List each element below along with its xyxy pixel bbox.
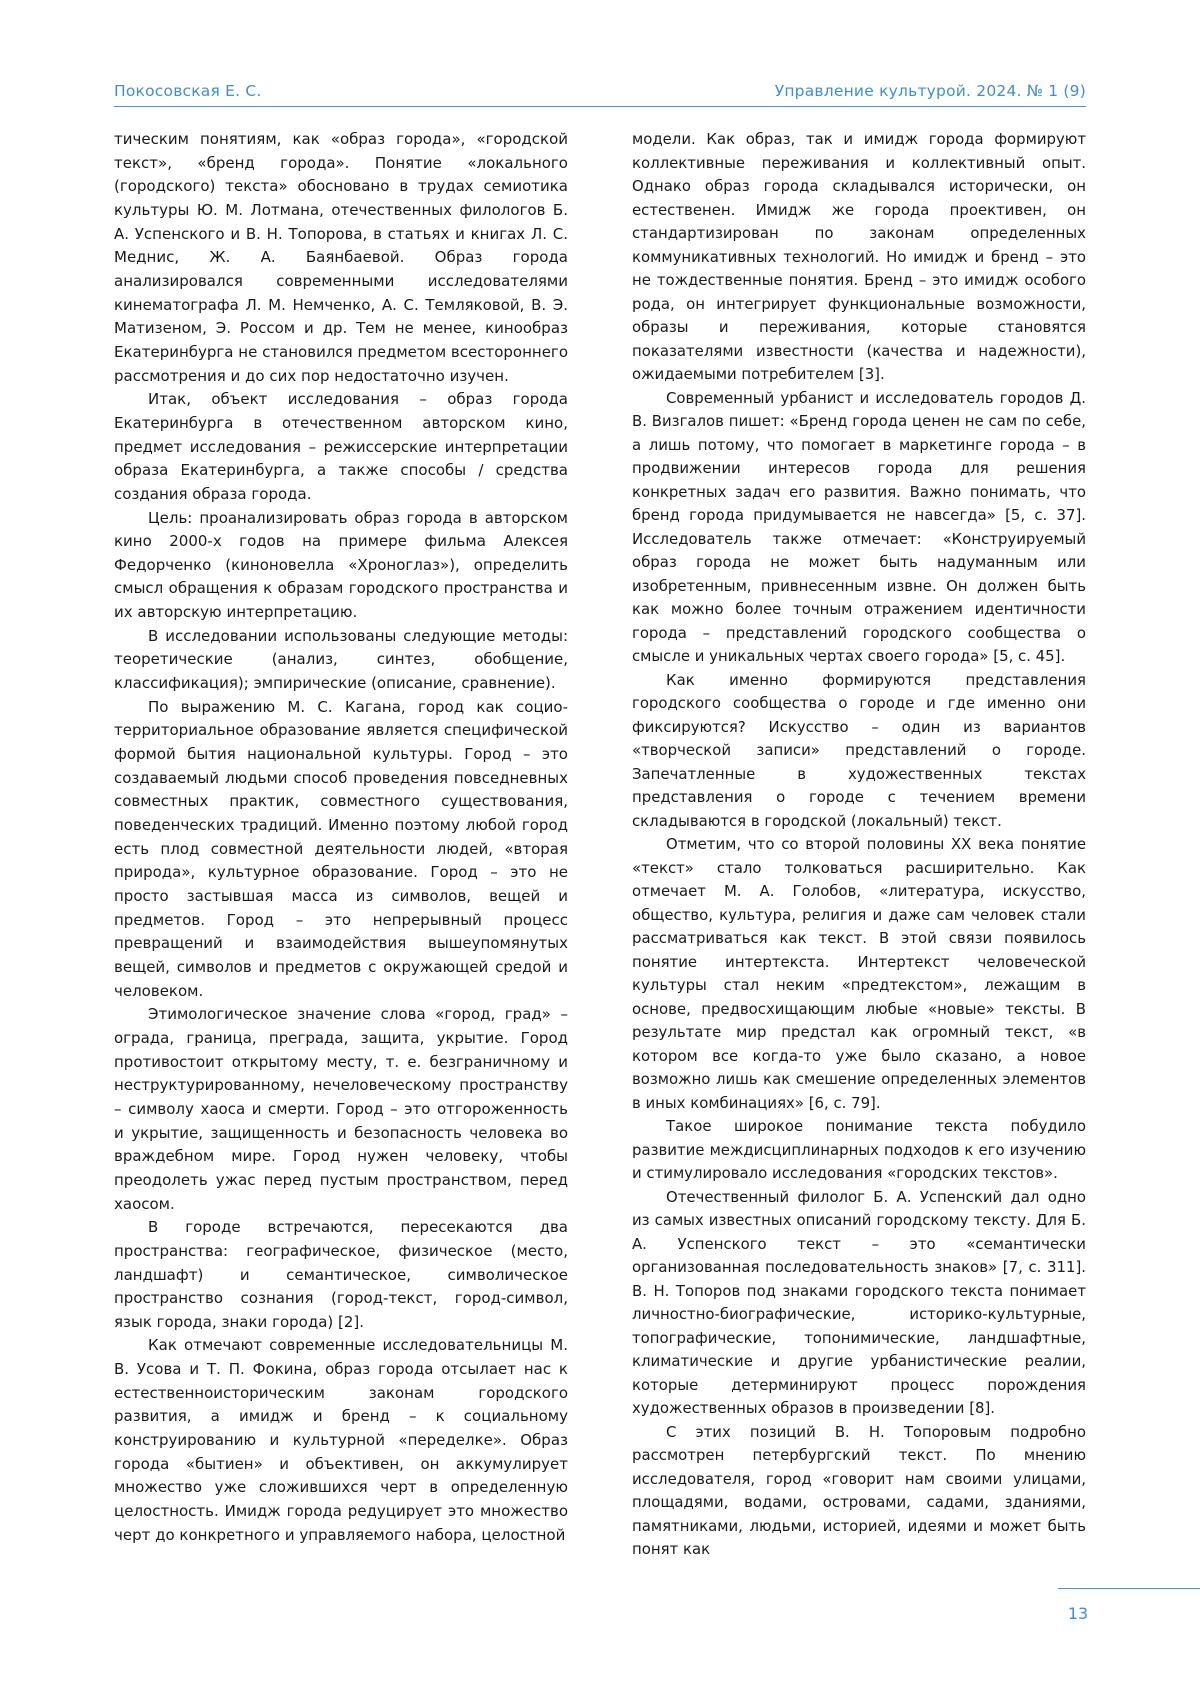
paragraph: Как отмечают современные исследовательницы М. В. Усова и Т. П. Фокина, образ города отсылает нас к естественноисторическим законам городского развития, а имидж и бренд – к социальному конструированию и культурной «переделке». Образ города «бытиен» и объективен, он аккумулирует множество уже сложившихся черт в определенную целостность. Имидж города редуцирует это множество черт до конкретного и управляемого набора, целостной xyxy=(114,1336,568,1544)
paragraph: Такое широкое понимание текста побудило развитие междисциплинарных подходов к его изучению и стимулировало исследования «городских текстов». xyxy=(632,1117,1086,1182)
left-column xyxy=(114,128,568,1547)
page-number: 13 xyxy=(1067,1604,1089,1623)
paragraph: Этимологическое значение слова «город, град» – ограда, граница, преграда, защита, укрытие. Город противостоит открытому месту, т. е. безграничному и неструктурированному, нечеловеческому пространству – символу хаоса и смерти. Город – это отгороженность и укрытие, защищенность и безопасность человека во враждебном мире. Город нужен человеку, чтобы преодолеть ужас перед пустым пространством, перед хаосом. xyxy=(114,1005,568,1213)
paragraph: Итак, объект исследования – образ города Екатеринбурга в отечественном авторском кино, предмет исследования – режиссерские интерпретации образа Екатеринбурга, а также способы / средства создания образа города. xyxy=(114,390,568,503)
paragraph: Отечественный филолог Б. А. Успенский дал одно из самых известных описаний городскому тексту. Для Б. А. Успенского текст – это «семантически организованная последовательность знаков» [7, с. 311]. В. Н. Топоров под знаками городского текста понимает личностно-биографические, историко-культурные, топографические, топонимические, ландшафтные, климатические и другие урбанистические реалии, которые детерминируют процесс порождения художественных образов в произведении [8]. xyxy=(632,1187,1086,1417)
paragraph: В городе встречаются, пересекаются два пространства: географическое, физическое (место, ландшафт) и семантическое, символическое пространство сознания (город-текст, город-символ, язык города, знаки города) [2]. xyxy=(114,1218,568,1331)
paragraph: Отметим, что со второй половины XX века понятие «текст» стало толковаться расширительно. Как отмечает М. А. Голобов, «литература, искусство, общество, культура, религия и даже сам человек стали рассматриваться как текст. В этой связи появилось понятие интертекста. Интертекст человеческой культуры стал неким «предтекстом», лежащим в основе, предвосхищающим любые «новые» тексты. В результате мир предстал как огромный текст, «в котором все когда-то уже было сказано, а новое возможно лишь как смешение определенных элементов в иных комбинациях» [6, с. 79]. xyxy=(632,835,1086,1112)
paragraph: модели. Как образ, так и имидж города формируют коллективные переживания и коллективный опыт. Однако образ города складывался исторически, он естественен. Имидж же города проективен, он стандартизирован по законам определенных коммуникативных технологий. Но имидж и бренд – это не тождественные понятия. Бренд – это имидж особого рода, он интегрирует функциональные возможности, образы и переживания, которые становятся показателями известности (качества и надежности), ожидаемыми потребителем [3]. xyxy=(632,130,1086,383)
header-divider xyxy=(114,106,1086,107)
right-column xyxy=(632,128,1086,1562)
paragraph: Как именно формируются представления городского сообщества о городе и где именно они фиксируются? Искусство – один из вариантов «творческой записи» представлений о городе. Запечатленные в художественных текстах представления о городе с течением времени складываются в городской (локальный) текст. xyxy=(632,670,1086,830)
footer-divider xyxy=(1058,1588,1200,1589)
paragraph: тическим понятиям, как «образ города», «городской текст», «бренд города». Понятие «локального (городского) текста» обосновано в трудах семиотика культуры Ю. М. Лотмана, отечественных филологов Б. А. Успенского и В. Н. Топорова, в статьях и книгах Л. С. Меднис, Ж. А. Баянбаевой. Образ города анализировался современными исследователями кинематографа Л. М. Немченко, А. С. Темляковой, В. Э. Матизеном, Э. Россом и др. Тем не менее, кинообраз Екатеринбурга не становился предметом всестороннего рассмотрения и до сих пор недостаточно изучен. xyxy=(114,130,568,385)
header-author: Покосовская Е. С. xyxy=(114,82,262,100)
paragraph: Цель: проанализировать образ города в авторском кино 2000-х годов на примере фильма Алексея Федорченко (киноновелла «Хроноглаз»), определить смысл обращения к образам городского пространства и их авторскую интерпретацию. xyxy=(114,508,568,622)
running-header xyxy=(114,82,1086,106)
header-journal: Управление культурой. 2024. № 1 (9) xyxy=(774,82,1086,100)
paragraph: Современный урбанист и исследователь городов Д. В. Визгалов пишет: «Бренд города ценен не сам по себе, а лишь потому, что помогает в маркетинге города – в продвижении интересов города для решения конкретных задач его развития. Важно понимать, что бренд города придумывается не навсегда» [5, с. 37]. Исследователь также отмечает: «Конструируемый образ города не может быть надуманным или изобретенным, привнесенным извне. Он должен быть как можно более точным отражением идентичности города – представлений городского сообщества о смысле и уникальных чертах своего города» [5, с. 45]. xyxy=(632,388,1086,665)
paragraph: В исследовании использованы следующие методы: теоретические (анализ, синтез, обобщение, классификация); эмпирические (описание, сравнение). xyxy=(114,626,568,693)
paragraph: С этих позиций В. Н. Топоровым подробно рассмотрен петербургский текст. По мнению исследователя, город «говорит нам своими улицами, площадями, водами, островами, садами, зданиями, памятниками, людьми, историей, идеями и может быть понят как xyxy=(632,1422,1086,1558)
paragraph: По выражению М. С. Кагана, город как социо-территориальное образование является специфической формой бытия национальной культуры. Город – это создаваемый людьми способ проведения повседневных совместных практик, совместного существования, поведенческих традиций. Именно поэтому любой город есть плод совместной деятельности людей, «вторая природа», культурное образование. Город – это не просто застывшая масса из символов, вещей и предметов. Город – это непрерывный процесс превращений и взаимодействия вышеупомянутых вещей, символов и предметов с окружающей средой и человеком. xyxy=(114,697,568,1000)
article-body xyxy=(114,128,1086,1578)
